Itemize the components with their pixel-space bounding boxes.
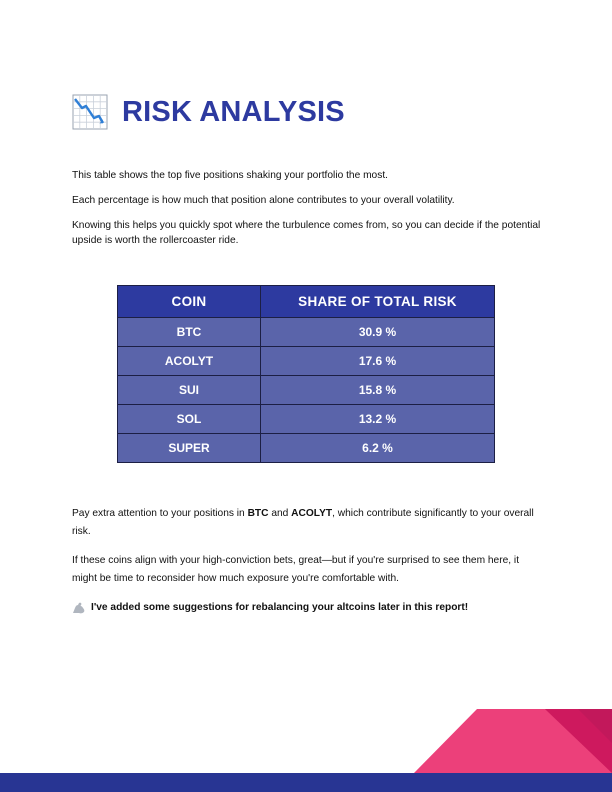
outro-text-segment: and: [268, 508, 292, 519]
outro-text-segment: , which contribute significantly to your overall risk.: [72, 508, 534, 537]
share-cell: 30.9 %: [261, 318, 495, 347]
page-title: RISK ANALYSIS: [122, 96, 345, 128]
coin-cell: SUI: [118, 376, 261, 405]
intro-paragraph: Each percentage is how much that position alone contributes to your overall volatility.: [72, 195, 455, 206]
share-cell: 13.2 %: [261, 405, 495, 434]
tip-text: I've added some suggestions for rebalancing your altcoins later in this report!: [91, 602, 469, 613]
highlight-coin-btc: BTC: [247, 508, 269, 519]
share-cell: 15.8 %: [261, 376, 495, 405]
share-cell: 6.2 %: [261, 434, 495, 463]
footer-bar: [0, 773, 612, 792]
intro-paragraph: Knowing this helps you quickly spot where the turbulence comes from, so you can decide if the potential upside is worth the rollercoaster ride.: [72, 220, 541, 246]
coin-cell: ACOLYT: [118, 347, 261, 376]
coin-cell: SOL: [118, 405, 261, 434]
outro-paragraph: If these coins align with your high-conviction bets, great—but if you're surprised to see them here, it might be time to reconsider how much exposure you're comfortable with.: [72, 555, 520, 584]
coin-cell: BTC: [118, 318, 261, 347]
intro-paragraph: This table shows the top five positions shaking your portfolio the most.: [72, 170, 388, 181]
outro-text-segment: Pay extra attention to your positions in: [72, 508, 248, 519]
highlight-coin-acolyt: ACOLYT: [291, 508, 333, 519]
column-header-coin: COIN: [118, 286, 261, 318]
coin-cell: SUPER: [118, 434, 261, 463]
share-cell: 17.6 %: [261, 347, 495, 376]
column-header-share: SHARE OF TOTAL RISK: [261, 286, 495, 318]
